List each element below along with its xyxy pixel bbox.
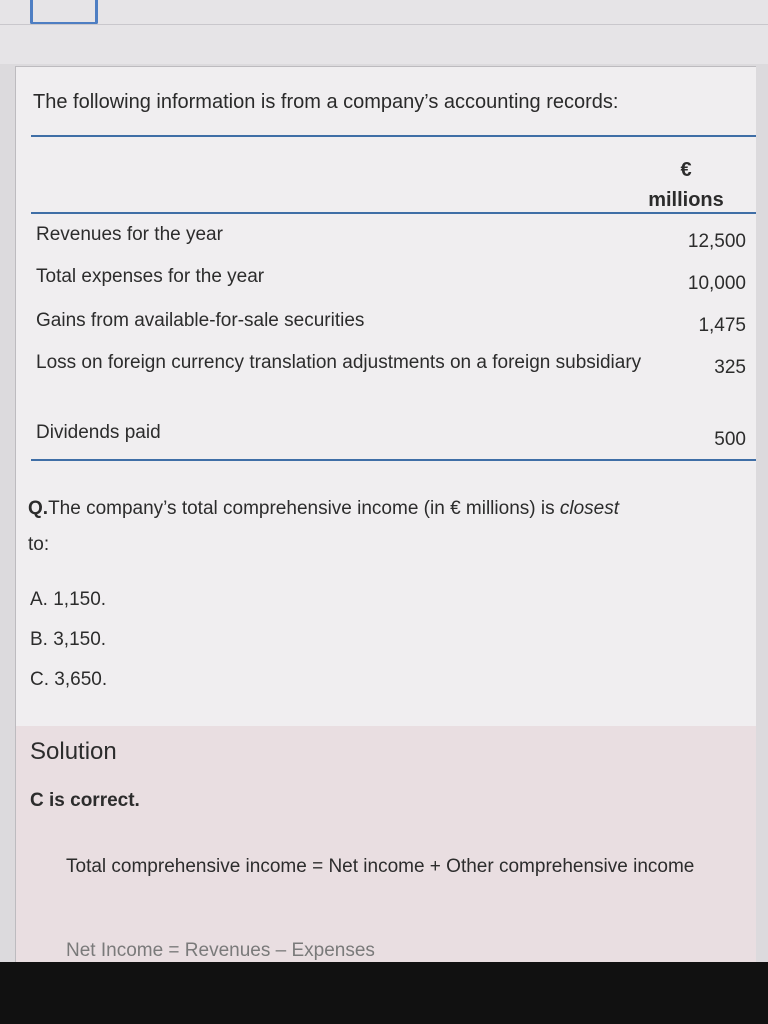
table-row-label: Gains from available-for-sale securities xyxy=(36,310,365,331)
question-emphasis: closest xyxy=(559,498,620,519)
question-body: The company’s total comprehensive income (in € millions) is xyxy=(48,498,555,519)
column-header xyxy=(616,155,756,215)
question-prefix: Q. xyxy=(28,498,49,519)
solution-explanation: Total comprehensive income = Net income + Other comprehensive income xyxy=(66,856,695,877)
table-row-label: Total expenses for the year xyxy=(36,266,265,287)
table-row-value: 10,000 xyxy=(687,273,746,294)
solution-panel xyxy=(15,726,756,964)
table-row-label: Dividends paid xyxy=(36,422,161,443)
table-row-value: 500 xyxy=(714,429,746,450)
option-b[interactable]: B. 3,150. xyxy=(30,629,107,650)
table-row-label: Loss on foreign currency translation adjustments on a foreign subsidiary xyxy=(36,352,642,373)
table-top-rule xyxy=(31,135,756,137)
option-a[interactable]: A. 1,150. xyxy=(30,589,107,610)
solution-cutoff-line: Net Income = Revenues – Expenses xyxy=(66,940,375,961)
option-c[interactable]: C. 3,650. xyxy=(30,669,108,690)
table-bottom-rule xyxy=(31,459,756,461)
header-rule xyxy=(31,212,756,214)
question-suffix: to: xyxy=(28,534,50,555)
solution-title: Solution xyxy=(30,738,117,765)
answer-options xyxy=(30,589,107,709)
intro-text: The following information is from a company’s accounting records: xyxy=(33,91,619,113)
table-row-value: 325 xyxy=(714,357,746,378)
divider xyxy=(0,24,768,25)
question-text xyxy=(28,491,743,563)
currency-symbol: € xyxy=(680,159,692,181)
screen-bezel xyxy=(0,962,768,1024)
unit-label: millions xyxy=(648,189,724,211)
previous-section-strip xyxy=(0,0,768,64)
solution-answer: C is correct. xyxy=(30,790,140,811)
table-row-value: 12,500 xyxy=(687,231,746,252)
table-row-value: 1,475 xyxy=(698,315,746,336)
table-row-label: Revenues for the year xyxy=(36,224,223,245)
previous-question-box[interactable] xyxy=(30,0,98,25)
question-card xyxy=(15,66,756,728)
